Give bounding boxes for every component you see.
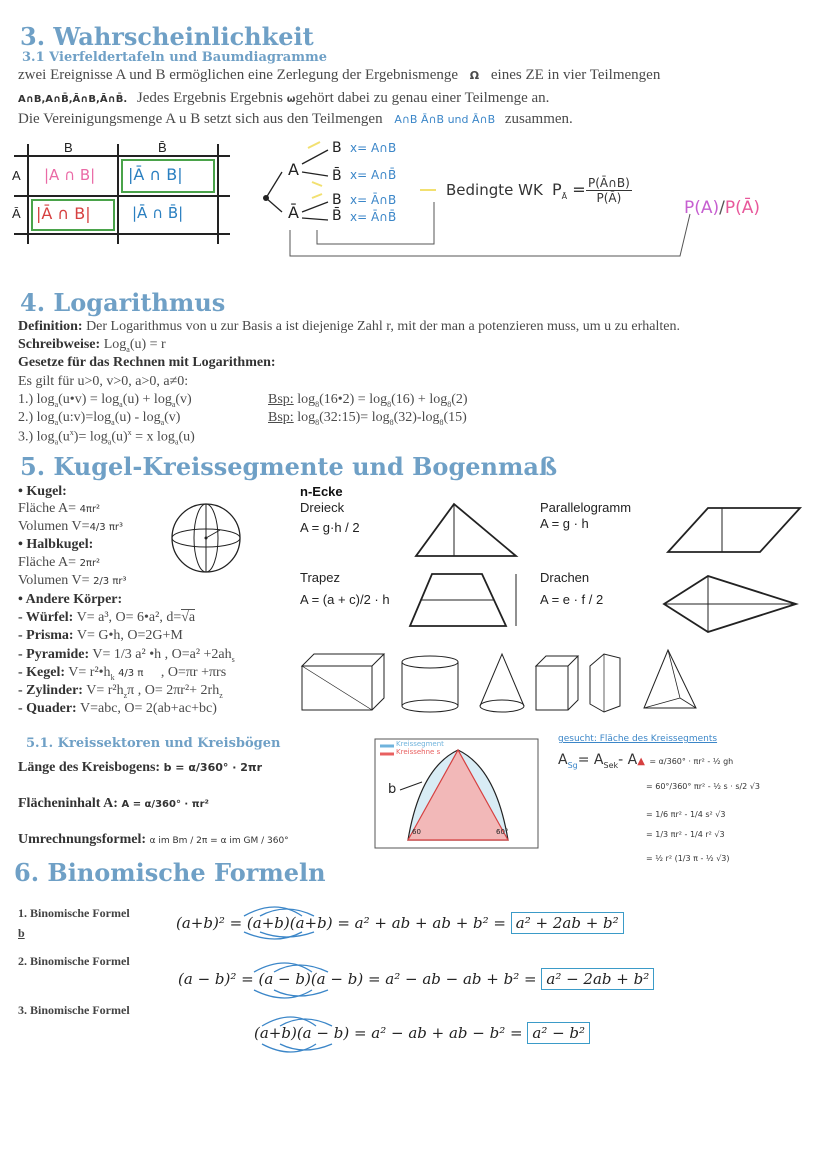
parallelogram-drawing: [660, 500, 810, 558]
parallelogramm-formula: A = g · h: [540, 516, 589, 531]
omega-symbol: Ω: [469, 69, 480, 82]
cell-a-and-b: |A ∩ B|: [44, 166, 96, 184]
triangle-drawing: [410, 496, 530, 562]
quader-formula: - Quader: V=abc, O= 2(ab+ac+bc): [18, 701, 217, 716]
segment-step-5: = ½ r² (1/3 π - ½ √3): [646, 854, 730, 863]
section-5-1-subtitle: 5.1. Kreissektoren und Kreisbögen: [26, 736, 281, 751]
andere-koerper-heading: • Andere Körper:: [18, 592, 123, 607]
binom-1-result: a² + 2ab + b²: [511, 912, 624, 934]
trapezoid-drawing: [406, 566, 526, 632]
binom-1-extra: b: [18, 926, 25, 940]
segment-angle-left: 60: [412, 828, 421, 836]
section-6-title: 6. Binomische Formeln: [14, 858, 326, 887]
tree-result-3: x= Ā∩B: [350, 193, 397, 207]
binom-1-formula: (a+b)² = (a+b)(a+b) = a² + ab + ab + b² = a² + 2ab + b²: [176, 914, 624, 932]
cell-abar-and-bbar: |Ā ∩ B̄|: [132, 204, 184, 222]
halbkugel-heading: • Halbkugel:: [18, 537, 94, 552]
segment-label-b: b: [388, 782, 397, 797]
omega-small-symbol: ω: [286, 94, 296, 105]
segment-problem-heading: gesucht: Fläche des Kreissegments: [558, 734, 718, 744]
binom-3-result: a² − b²: [527, 1022, 590, 1044]
kugel-area: Fläche A= 4πr²: [18, 501, 101, 516]
wuerfel-formula: - Würfel: V= a³, O= 6•a², d=√a: [18, 610, 196, 625]
union-sets-handwritten: A∩B Ā∩B und Ā∩B: [394, 113, 496, 126]
kite-drawing: [656, 568, 806, 634]
solids-drawing: [298, 648, 728, 718]
binom-3-formula: (a+b)(a − b) = a² − ab + ab − b² = a² − b²: [254, 1024, 590, 1042]
trapez-label: Trapez: [300, 570, 340, 585]
binom-3-arcs: [252, 1014, 372, 1058]
probability-ratio: P(A)/P(Ā): [684, 198, 761, 218]
n-ecke-heading: n-Ecke: [300, 484, 343, 499]
segment-angle-right: 60°: [496, 828, 509, 836]
binom-2-label: 2. Binomische Formel: [18, 954, 130, 968]
section-5-title: 5. Kugel-Kreissegmente und Bogenmaß: [20, 452, 558, 481]
log-rule-1: 1.) $\log_a(u•v) = \log_a(u) + \log_a(v)$: [18, 392, 192, 409]
sphere-drawing: [168, 500, 248, 580]
drachen-formula: A = e · f / 2: [540, 592, 604, 607]
kugel-heading: • Kugel:: [18, 484, 67, 499]
log-conditions: Es gilt für u>0, v>0, a>0, a≠0:: [18, 374, 189, 389]
prisma-formula: - Prisma: V= G•h, O=2G+M: [18, 628, 183, 643]
dreieck-label: Dreieck: [300, 500, 345, 515]
halbkugel-area: Fläche A= 2πr²: [18, 555, 101, 570]
log-notation: Schreibweise: Log$_a$(u) = r: [18, 337, 166, 354]
cell-abar-and-b: |Ā ∩ B|: [128, 165, 183, 184]
halbkugel-volume: Volumen V= 2/3 πr³: [18, 573, 127, 588]
binom-2-arcs: [246, 960, 386, 1004]
table-header-b: B: [64, 140, 73, 155]
text-line-1: zwei Ereignisse A und B ermöglichen eine Zerlegung der Ergebnismenge Ω eines ZE in vier Teilmengen: [18, 67, 661, 83]
tree-node-b3: B: [332, 192, 342, 208]
sector-area-formula: Flächeninhalt A: A = α/360° · πr²: [18, 796, 209, 811]
text-line-2: A∩B,A∩B̄,Ā∩B,Ā∩B̄. Jedes Ergebnis Ergebnis ωgehört dabei zu genau einer Teilmenge an.: [18, 90, 550, 106]
binom-2-formula: (a − b)² = (a − b)(a − b) = a² − ab − ab + b² = a² − 2ab + b²: [178, 970, 654, 988]
tree-result-2: x= A∩B̄: [350, 168, 397, 182]
trapez-formula: A = (a + c)/2 · h: [300, 592, 390, 607]
conditional-probability-label: Bedingte WK: [446, 181, 543, 199]
cell-row2-col1: |Ā ∩ B|: [36, 204, 91, 223]
binom-1-label: 1. Binomische Formel: [18, 906, 130, 920]
arc-length-formula: Länge des Kreisbogens: b = α/360° · 2πr: [18, 760, 262, 775]
legend-segment: Kreissegment: [396, 740, 444, 748]
log-example-2: Bsp: $\log_8(32:15)= \log_8(32)-\log_8(15)$: [268, 410, 467, 427]
table-row-abar: Ā: [12, 206, 21, 221]
binom-1-arcs: [236, 904, 376, 944]
text-line-3: Die Vereinigungsmenge A u B setzt sich aus den Teilmengen A∩B Ā∩B und Ā∩B zusammen.: [18, 111, 573, 127]
section-3-title: 3. Wahrscheinlichkeit: [20, 22, 314, 51]
kugel-volume: Volumen V=4/3 πr³: [18, 519, 123, 534]
log-rule-3: 3.) $\log_a(u^x)= \log_a(u)^x = x$ $\log_a(u)$: [18, 428, 195, 447]
segment-step-4: = 1/3 πr² - 1/4 r² √3: [646, 830, 725, 839]
legend-chord: Kreissehne s: [396, 748, 441, 756]
kegel-formula: - Kegel: $V= r^2•h_k$ 4/3 π , O=πr +πrs: [18, 665, 227, 682]
tree-result-4: x= Ā∩B̄: [350, 210, 397, 224]
tree-node-a: A: [288, 160, 299, 179]
table-row-a: A: [12, 168, 21, 183]
zylinder-formula: - Zylinder: $V= r^2h_z\pi$ , $O= 2\pi r^2+ 2rh_z$: [18, 683, 223, 700]
section-4-title: 4. Logarithmus: [20, 288, 226, 317]
segment-step-3: = 1/6 πr² - 1/4 s² √3: [646, 810, 726, 819]
conversion-formula: Umrechnungsformel: α im Bm / 2π = α im GM / 360°: [18, 832, 289, 847]
conditional-probability-symbol: $P_Ā$ =: [552, 180, 586, 202]
drachen-label: Drachen: [540, 570, 590, 585]
table-header-bbar: B̄: [158, 140, 167, 155]
binom-2-result: a² − 2ab + b²: [541, 968, 654, 990]
tree-result-1: x= A∩B: [350, 141, 397, 155]
subset-list: A∩B,A∩B̄,Ā∩B,Ā∩B̄.: [18, 94, 128, 105]
segment-step-2: = 60°/360° πr² - ½ s · s/2 √3: [646, 782, 760, 791]
conditional-probability-fraction: P(Ā∩B) P(Ā): [588, 176, 630, 205]
dreieck-formula: A = g·h / 2: [300, 520, 360, 535]
log-rule-2: 2.) $\log_a(u:v)=\log_a(u) - \log_a(v)$: [18, 410, 181, 427]
pyramide-formula: - Pyramide: V= 1/3 a² •h , $O=a^2 +2ah_s$: [18, 647, 235, 664]
section-3-1-subtitle: 3.1 Vierfeldertafeln und Baumdiagramme: [22, 50, 328, 65]
tree-node-abar: Ā: [288, 203, 299, 222]
parallelogramm-label: Parallelogramm: [540, 500, 632, 515]
tree-node-b4: B̄: [332, 208, 342, 224]
tree-node-b1: B: [332, 140, 342, 156]
log-laws-heading: Gesetze für das Rechnen mit Logarithmen:: [18, 355, 276, 370]
binom-3-label: 3. Binomische Formel: [18, 1003, 130, 1017]
log-definition: Definition: Der Logarithmus von u zur Basis a ist diejenige Zahl r, mit der man a potenzieren muss, um u zu erhalten.: [18, 319, 680, 334]
log-example-1: Bsp: $\log_8(16•2) = \log_8(16) + \log_8(2)$: [268, 392, 468, 409]
four-field-table-grid: [10, 140, 240, 250]
segment-area-equation: $A_{Sg}= A_{Sek}-$ A▲ = α/360° · πr² - ½ gh: [558, 752, 734, 770]
tree-node-b2: B̄: [332, 168, 342, 184]
